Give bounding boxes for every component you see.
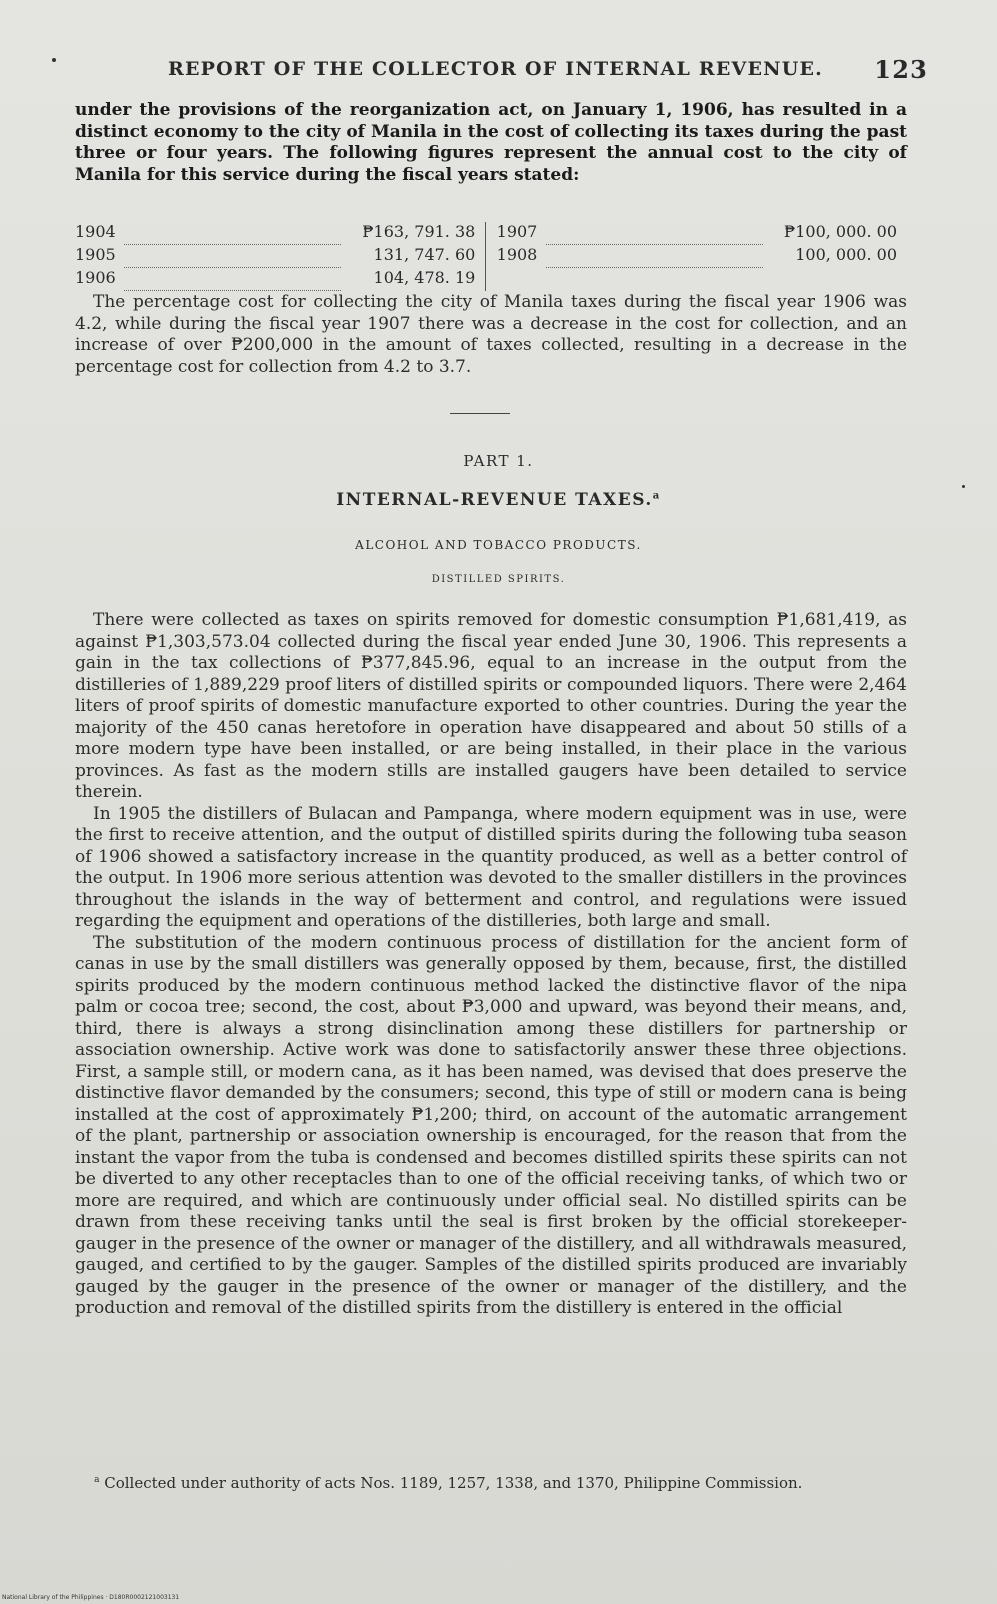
footnote-mark: a (94, 1475, 100, 1485)
subsection-heading: ALCOHOL AND TOBACCO PRODUCTS. (355, 538, 642, 552)
column-divider (486, 268, 497, 291)
percentage-paragraph: The percentage cost for collecting the city of Manila taxes during the fiscal year 1906 was 4.2, while during the fiscal year 1907 there was a decrease in the cost for collection, and an increase of over ₱200,000 in the amount of taxes collected, resulting in a decrease in the percentage cost for collection from 4.2 to 3.7. (75, 292, 907, 377)
running-header (168, 55, 928, 84)
part-label: PART 1. (463, 452, 534, 470)
cost-year: 1907 (496, 222, 538, 241)
dot-leader (546, 222, 763, 245)
cost-amount: 131, 747. 60 (373, 244, 476, 264)
section-title (0, 490, 997, 510)
cost-year: 1908 (496, 244, 538, 264)
body-paragraph: There were collected as taxes on spirits removed for domestic consumption ₱1,681,419, as against ₱1,303,573.04 collected during the fiscal year ended June 30, 1906. This represents a gain in the tax collections of ₱377,845.96, equal to an increase in the output from the distilleries of 1,889,229 proof liters of distilled spirits or compounded liquors. There were 2,464 liters of proof spirits of domestic manufacture exported to other countries. During the year the majority of the 450 canas heretofore in operation have disappeared and about 50 stills of a more modern type have been installed, or are being installed, in their place in the various provinces. As fast as the modern stills are installed gaugers have been detailed to service therein. (75, 610, 907, 802)
scan-speck (52, 58, 56, 62)
body-paragraph: The substitution of the modern continuous process of distillation for the ancient form of canas in use by the small distillers was generally opposed by them, because, first, the distilled spirits produced by the modern continuous method lacked the distinctive flavor of the nipa palm or cocoa tree; second, the cost, about ₱3,000 and upward, was beyond their means, and, third, there is always a strong disinclination among these distillers for partnership or association ownership. Active work was done to satisfactorily answer these three objections. First, a sample still, or modern cana, as it has been named, was devised that does preserve the distinctive flavor demanded by the consumers; second, this type of still or modern cana is being installed at the cost of approximately ₱1,200; third, on account of the automatic arrangement of the plant, partnership or association ownership is encouraged, for the reason that from the instant the vapor from the tuba is condensed and becomes distilled spirits these spirits can not be diverted to any other receptacles than to one of the official receiving tanks, of which two or more are required, and which are continuously under official seal. No distilled spirits can be drawn from these receiving tanks until the seal is first broken by the official storekeeper-gauger in the presence of the owner or manager of the distillery, and all withdrawals measured, gauged, and certified to by the gauger. Samples of the distilled spirits produced are invariably gauged by the gauger in the presence of the owner or manager of the distillery, and the production and removal of the distilled spirits from the distillery is entered in the official (75, 932, 907, 1318)
table-row (75, 222, 907, 245)
cost-year: 1906 (75, 267, 116, 287)
scan-footer: National Library of the Philippines · D180R0002121003131 (2, 1594, 180, 1601)
column-divider (486, 222, 497, 245)
section-title-text: INTERNAL-REVENUE TAXES. (336, 490, 653, 510)
header-title: REPORT OF THE COLLECTOR OF INTERNAL REVENUE. (168, 58, 823, 80)
section-rule (450, 413, 510, 414)
cost-amount: ₱163, 791. 38 (362, 222, 476, 241)
scan-speck (962, 485, 965, 488)
intro-paragraph: under the provisions of the reorganization act, on January 1, 1906, has resulted in a distinct economy to the city of Manila in the cost of collecting its taxes during the past three or four years. The following figures represent the annual cost to the city of Manila for this service during the fiscal years stated: (75, 100, 907, 185)
cost-year: 1904 (75, 222, 116, 241)
dot-leader (124, 268, 341, 291)
cost-year: 1905 (75, 244, 116, 264)
footnote-text: Collected under authority of acts Nos. 1189, 1257, 1338, and 1370, Philippine Commission. (104, 1474, 803, 1492)
column-divider (486, 245, 497, 268)
dot-leader (124, 222, 341, 245)
intro-block (75, 100, 907, 186)
body-text (75, 610, 907, 1320)
cost-amount: 104, 478. 19 (373, 267, 476, 287)
cost-amount: 100, 000. 00 (795, 244, 897, 264)
table-row (75, 245, 907, 268)
footnote (75, 1470, 907, 1493)
page-number: 123 (874, 55, 928, 84)
subsubsection-heading: DISTILLED SPIRITS. (431, 574, 566, 585)
table-row (75, 268, 907, 291)
dot-leader (546, 245, 763, 268)
body-paragraph: In 1905 the distillers of Bulacan and Pampanga, where modern equipment was in use, were the first to receive attention, and the output of distilled spirits during the following tuba season of 1906 showed a satisfactory increase in the quantity produced, as well as a better control of the output. In 1906 more serious attention was devoted to the smaller distillers in the provinces throughout the islands in the way of betterment and control, and regulations were issued regarding the equipment and operations of the distilleries, both large and small. (75, 803, 907, 931)
cost-amount: ₱100, 000. 00 (783, 222, 897, 241)
percentage-block (75, 292, 907, 378)
dot-leader (124, 245, 341, 268)
footnote-marker: a (652, 490, 661, 502)
cost-table (75, 222, 907, 291)
